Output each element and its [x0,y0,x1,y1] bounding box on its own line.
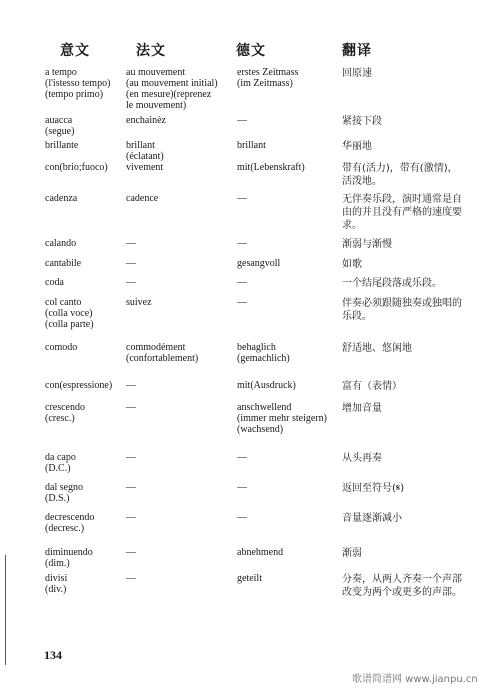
header-french: 法文 [136,43,166,59]
german-term-line: — [237,238,247,249]
german-term-line: mit(Ausdruck) [237,380,296,391]
german-term [237,297,345,308]
french-term-line: — [126,402,136,413]
chinese-translation: 一个结尾段落或乐段。 [342,278,442,289]
chinese-translation: 紧接下段 [342,116,382,127]
chinese-translation: 增加音量 [342,403,382,414]
french-term-line: vivement [126,162,164,173]
german-term-line: abnehmend [237,547,284,558]
german-term-line: geteilt [237,573,262,584]
german-term-line: brillant [237,140,266,151]
italian-term-line: con(brio;fuoco) [45,162,108,173]
italian-term-line: (dim.) [45,558,70,569]
french-term [126,342,236,364]
chinese-translation: 如歌 [342,259,362,270]
header-german: 德文 [236,43,266,59]
german-term-line: (immer mehr steigern) [237,413,327,424]
italian-term-line: a tempo [45,67,77,78]
french-term [126,162,236,173]
german-term [237,162,345,173]
italian-term-line: con(espressione) [45,380,113,391]
german-term [237,67,345,89]
italian-term [45,402,125,424]
french-term-line: — [126,258,136,269]
italian-term-line: brillante [45,140,79,151]
french-term [126,238,236,249]
german-term [237,238,345,249]
french-term [126,140,236,162]
german-term-line: mit(Lebenskraft) [237,162,305,173]
german-term [237,193,345,204]
italian-term-line: diminuendo [45,547,93,558]
italian-term [45,193,125,204]
german-term [237,547,345,558]
chinese-translation: 无伴奏乐段，演时通常是自由的并且没有严格的速度要求。 [342,194,462,231]
french-term [126,452,236,463]
italian-term-line: auacca [45,115,73,126]
french-term [126,380,236,391]
italian-term [45,512,125,534]
italian-term-line: cadenza [45,193,78,204]
german-term [237,140,345,151]
chinese-translation: 渐弱 [342,548,362,559]
french-term-line: brillant [126,140,155,151]
french-term-line: (au mouvement initial) [126,78,218,89]
italian-term-line: dal segno [45,482,84,493]
italian-term-line: col canto [45,297,82,308]
french-term-line: — [126,380,136,391]
italian-term-line: decrescendo [45,512,95,523]
french-term [126,482,236,493]
chinese-translation: 带有(活力)，带有(激情)，活泼地。 [342,163,458,187]
german-term-line: erstes Zeitmass [237,67,299,78]
german-term [237,258,345,269]
german-term [237,380,345,391]
german-term [237,573,345,584]
german-term-line: — [237,193,247,204]
italian-term-line: crescendo [45,402,85,413]
german-term-line: (im Zeitmass) [237,78,293,89]
italian-term [45,342,125,353]
german-term-line: — [237,277,247,288]
german-term [237,512,345,523]
french-term-line: commodément [126,342,186,353]
german-term-line: — [237,512,247,523]
italian-term [45,238,125,249]
italian-term [45,115,125,137]
italian-term-line: (l'istesso tempo) [45,78,111,89]
german-term-line: anschwellend [237,402,292,413]
italian-term-line: (D.C.) [45,463,71,474]
italian-term [45,162,125,173]
french-term-line: (confortablement) [126,353,199,364]
french-term [126,67,236,111]
french-term-line: — [126,512,136,523]
italian-term-line: coda [45,277,64,288]
french-term [126,277,236,288]
french-term [126,258,236,269]
italian-term [45,277,125,288]
chinese-translation: 从头再奏 [342,453,382,464]
italian-term-line: (colla parte) [45,319,94,330]
chinese-translation: 舒适地、悠闲地 [342,343,412,354]
italian-term-line: comodo [45,342,78,353]
italian-term [45,67,125,100]
chinese-translation: 华丽地 [342,141,372,152]
german-term-line: — [237,452,247,463]
italian-term-line: (decresc.) [45,523,85,534]
italian-term [45,573,125,595]
german-term-line: (wachsend) [237,424,284,435]
german-term-line: (gemachlich) [237,353,290,364]
chinese-translation: 回原速 [342,68,372,79]
french-term-line: — [126,238,136,249]
italian-term-line: cantabile [45,258,82,269]
french-term [126,193,236,204]
italian-term-line: (tempo primo) [45,89,104,100]
german-term-line: — [237,115,247,126]
italian-term-line: (div.) [45,584,67,595]
chinese-translation: 富有（表情） [342,381,402,392]
italian-term-line: calando [45,238,77,249]
chinese-translation: 伴奏必须跟随独奏或独唱的乐段。 [342,298,462,322]
french-term [126,573,236,584]
header-italian: 意文 [60,43,90,59]
french-term-line: — [126,277,136,288]
french-term [126,547,236,558]
german-term-line: behaglich [237,342,276,353]
chinese-translation: 音量逐渐减小 [342,513,402,524]
chinese-translation: 渐弱与渐慢 [342,239,392,250]
italian-term [45,380,125,391]
french-term-line: cadence [126,193,159,204]
french-term-line: suivez [126,297,152,308]
italian-term [45,452,125,474]
italian-term-line: (cresc.) [45,413,75,424]
french-term-line: enchainèz [126,115,166,126]
italian-term-line: (colla voce) [45,308,93,319]
german-term [237,342,345,364]
italian-term-line: divisi [45,573,68,584]
french-term [126,115,236,126]
header-chinese: 翻译 [342,43,372,59]
german-term [237,482,345,493]
italian-term [45,547,125,569]
french-term [126,512,236,523]
german-term-line: — [237,482,247,493]
page-number: 134 [44,648,62,662]
french-term-line: le mouvement) [126,100,187,111]
french-term-line: — [126,452,136,463]
german-term [237,115,345,126]
french-term [126,402,236,413]
binding-line [5,555,6,665]
german-term-line: — [237,297,247,308]
german-term [237,452,345,463]
italian-term [45,140,125,151]
italian-term-line: (segue) [45,126,75,137]
german-term [237,277,345,288]
french-term-line: — [126,482,136,493]
french-term [126,297,236,308]
french-term-line: (éclatant) [126,151,164,162]
italian-term-line: da capo [45,452,76,463]
chinese-translation: 分奏，从两人齐奏一个声部改变为两个或更多的声部。 [342,574,462,598]
french-term-line: (en mesure)(reprenez [126,89,212,100]
italian-term-line: (D.S.) [45,493,70,504]
french-term-line: — [126,547,136,558]
chinese-translation: 返回至符号(𝄋) [342,483,405,494]
watermark: 歌谱简谱网 www.jianpu.cn [352,674,478,685]
italian-term [45,297,125,330]
italian-term [45,482,125,504]
german-term [237,402,345,435]
french-term-line: — [126,573,136,584]
german-term-line: gesangvoll [237,258,281,269]
italian-term [45,258,125,269]
french-term-line: au mouvement [126,67,186,78]
